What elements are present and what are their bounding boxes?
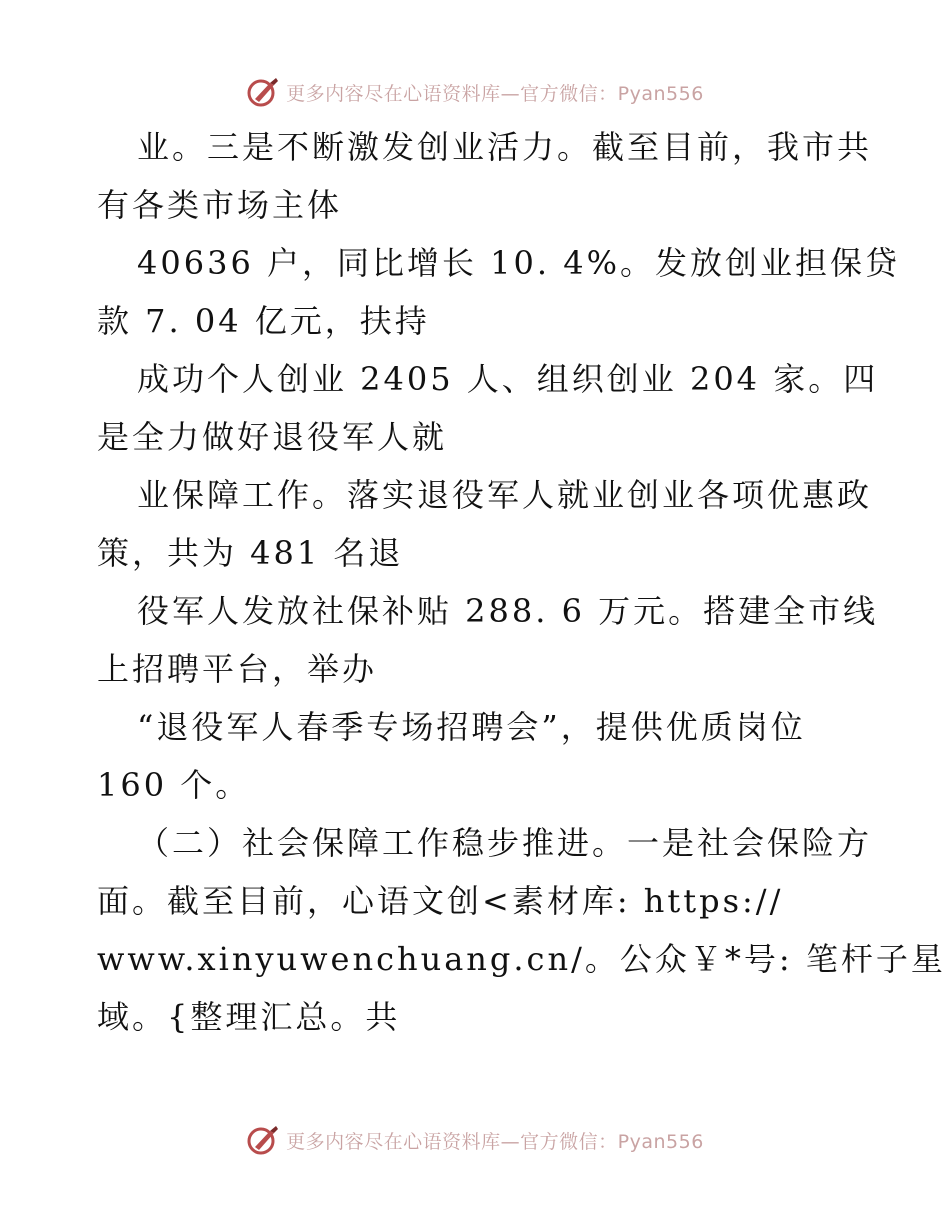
header-watermark: [0, 72, 950, 112]
text-line: 160 个。: [97, 766, 251, 804]
text-line: 40636 户，同比增长 10. 4%。发放创业担保贷: [137, 244, 900, 282]
text-line: 款 7. 04 亿元，扶持: [97, 302, 430, 340]
text-line: 上招聘平台，举办: [97, 650, 378, 688]
document-body: [97, 118, 946, 1046]
watermark-label: 更多内容尽在心语资料库—官方微信：: [286, 1130, 618, 1153]
watermark-account: Pyan556: [617, 82, 704, 105]
brush-logo-icon: [246, 75, 280, 109]
text-line: 面。截至目前，心语文创<素材库: https://: [97, 882, 784, 920]
watermark-text: [286, 79, 704, 106]
text-line: www.xinyuwenchuang.cn/。公众￥*号: 笔杆子星: [97, 940, 946, 978]
text-line: 策，共为 481 名退: [97, 534, 404, 572]
text-line: 是全力做好退役军人就: [97, 418, 448, 456]
text-line: 业。三是不断激发创业活力。截至目前，我市共: [137, 128, 873, 166]
watermark-text: [286, 1127, 704, 1154]
text-line: （二）社会保障工作稳步推进。一是社会保险方: [137, 824, 873, 862]
text-line: “退役军人春季专场招聘会”，提供优质岗位: [137, 708, 806, 746]
footer-watermark: [0, 1120, 950, 1160]
watermark-label: 更多内容尽在心语资料库—官方微信：: [286, 82, 618, 105]
text-line: 域。{整理汇总。共: [97, 998, 401, 1036]
text-line: 役军人发放社保补贴 288. 6 万元。搭建全市线: [137, 592, 879, 630]
text-line: 成功个人创业 2405 人、组织创业 204 家。四: [137, 360, 879, 398]
brush-logo-icon: [246, 1123, 280, 1157]
text-line: 业保障工作。落实退役军人就业创业各项优惠政: [137, 476, 873, 514]
watermark-account: Pyan556: [617, 1130, 704, 1153]
text-line: 有各类市场主体: [97, 186, 343, 224]
